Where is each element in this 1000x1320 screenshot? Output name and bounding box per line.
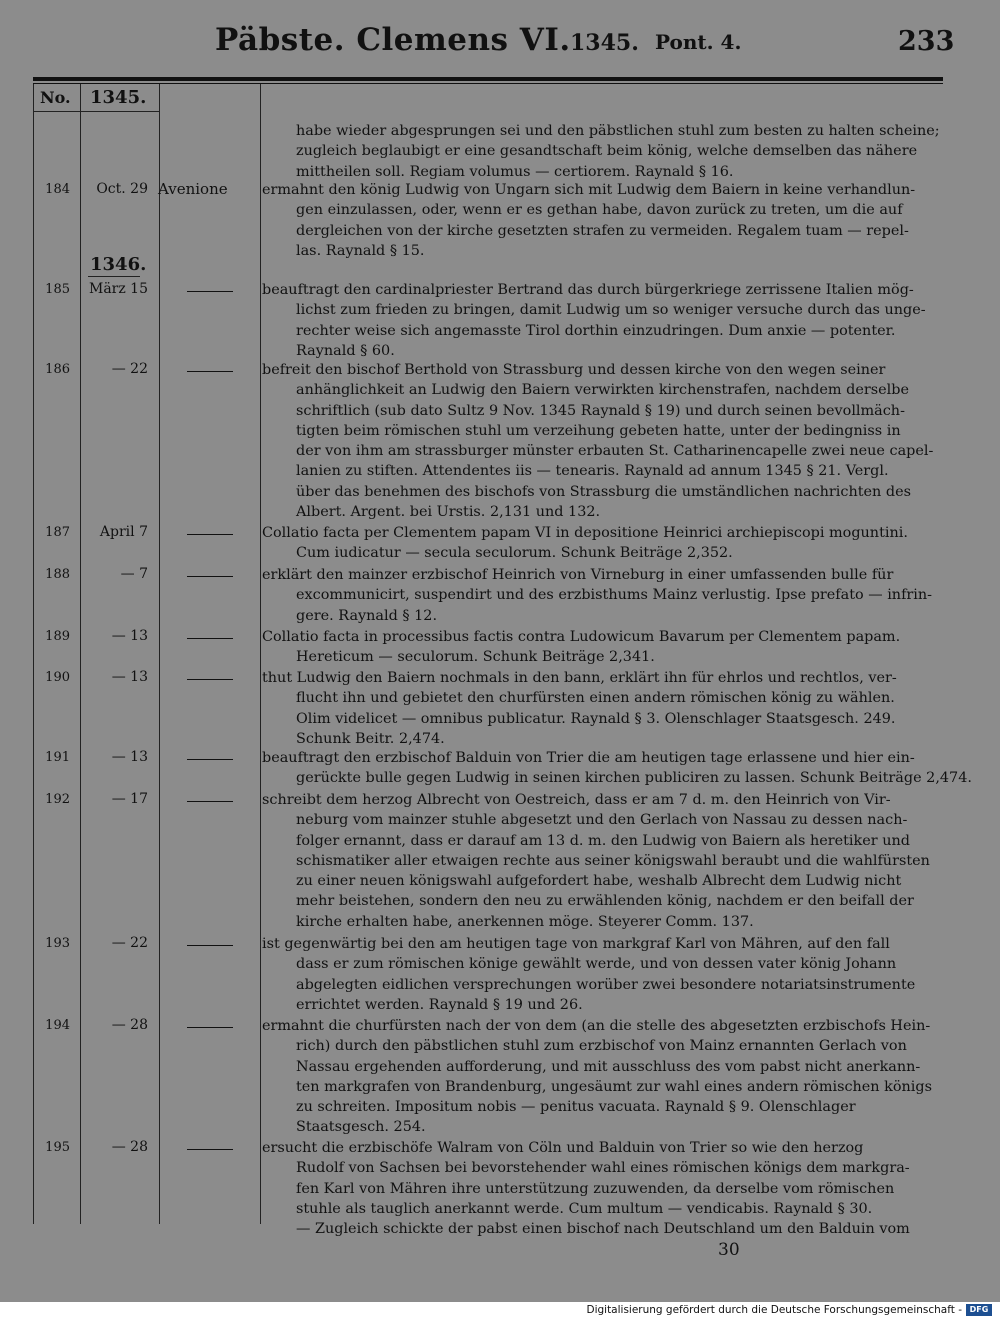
text-line: thut Ludwig den Baiern nochmals in den bann, erklärt ihn für ehrlos und rechtlos, ver- xyxy=(262,670,897,686)
text-line: tigten beim römischen stuhl um verzeihung gebeten hatte, unter der bedingniss in xyxy=(296,422,901,439)
text-line: — Zugleich schickte der pabst einen bischof nach Deutschland um den Balduin vom xyxy=(296,1221,910,1238)
text-line: zu einer neuen königswahl aufgefordert habe, weshalb Albrecht dem Ludwig nicht xyxy=(296,873,902,890)
text-line: rechter weise sich angemasste Tirol dorthin einzudringen. Dum anxie — potenter. xyxy=(296,322,896,339)
text-line: zugleich beglaubigt er eine gesandtschaft beim könig, welche demselben das nähere xyxy=(296,143,918,160)
text-line: gere. Raynald § 12. xyxy=(296,607,438,624)
text-line: Hereticum — seculorum. Schunk Beiträge 2,341. xyxy=(296,649,655,666)
entry-number: 194 xyxy=(45,1018,70,1033)
running-title: Päbste. Clemens VI. xyxy=(215,22,571,58)
column-rule-number xyxy=(80,84,81,1224)
entry-text xyxy=(262,790,944,932)
entry-date: April 7 xyxy=(99,524,148,540)
entry-text xyxy=(262,627,944,668)
text-line: errichtet werden. Raynald § 19 und 26. xyxy=(296,996,583,1013)
text-line: mittheilen soll. Regiam volumus — certiorem. Raynald § 16. xyxy=(296,163,734,180)
text-line: anhänglichkeit an Ludwig den Baiern verwirkten kirchenstrafen, nachdem derselbe xyxy=(296,382,909,399)
year-marker: 1346. xyxy=(90,254,147,275)
header-rule xyxy=(33,77,943,81)
signature-mark: 30 xyxy=(718,1240,740,1260)
column-header-number: No. xyxy=(40,88,71,107)
text-line: Olim videlicet — omnibus publicatur. Raynald § 3. Olenschlager Staatsgesch. 249. xyxy=(296,710,896,727)
ditto-place-dash xyxy=(187,801,233,802)
entry-number: 185 xyxy=(45,282,70,297)
page-number: 233 xyxy=(898,26,955,57)
text-line: fen Karl von Mähren ihre unterstützung zuzuwenden, da derselbe vom römischen xyxy=(296,1180,895,1197)
text-line: lichst zum frieden zu bringen, damit Ludwig um so weniger versuche durch das unge- xyxy=(296,302,926,319)
entry-text xyxy=(262,523,944,564)
text-line: über das benehmen des bischofs von Strassburg die umständlichen nachrichten des xyxy=(296,483,911,500)
entry-text xyxy=(262,360,944,522)
entry-date: — 28 xyxy=(111,1017,148,1033)
running-year: 1345. xyxy=(570,30,639,56)
text-line: zu schreiten. Impositum nobis — penitus vacuata. Raynald § 9. Olenschlager xyxy=(296,1099,856,1116)
entry-text xyxy=(262,180,944,261)
ditto-place-dash xyxy=(187,291,233,292)
entry-text xyxy=(262,280,944,361)
text-line: las. Raynald § 15. xyxy=(296,242,425,259)
text-line: beauftragt den cardinalpriester Bertrand das durch bürgerkriege zerrissene Italien mög- xyxy=(262,282,914,298)
continuation-text xyxy=(262,121,944,182)
ditto-place-dash xyxy=(187,679,233,680)
text-line: dergleichen von der kirche gesetzten strafen zu vermeiden. Regalem tuam — repel- xyxy=(296,222,909,239)
entry-number: 190 xyxy=(45,670,70,685)
entry-number: 186 xyxy=(45,362,70,377)
text-line: flucht ihn und gebietet den churfürsten einen andern römischen könig zu wählen. xyxy=(296,690,895,707)
text-line: mehr beistehen, sondern den neu zu erwählenden könig, nachdem er den beifall der xyxy=(296,893,914,910)
ditto-place-dash xyxy=(187,576,233,577)
text-line: neburg vom mainzer stuhle abgesetzt und den Gerlach von Nassau zu dessen nach- xyxy=(296,812,908,829)
column-rule-place xyxy=(260,84,261,1224)
text-line: ermahnt die churfürsten nach der von dem (an die stelle des abgesetzten erzbischofs Hein- xyxy=(262,1018,931,1034)
pontificate-year: Pont. 4. xyxy=(655,30,742,54)
entry-number: 192 xyxy=(45,792,70,807)
text-line: Rudolf von Sachsen bei bevorstehender wahl eines römischen königs dem markgra- xyxy=(296,1160,910,1177)
text-line: schreibt dem herzog Albrecht von Oestreich, dass er am 7 d. m. den Heinrich von Vir- xyxy=(262,792,891,808)
text-line: gerückte bulle gegen Ludwig in seinen kirchen publiciren zu lassen. Schunk Beiträge 2,474. xyxy=(296,770,972,787)
column-header-year: 1345. xyxy=(90,87,147,108)
text-line: befreit den bischof Berthold von Strassburg und dessen kirche von den wegen seiner xyxy=(262,362,886,378)
text-line: Nassau ergehenden aufforderung, und mit ausschluss des vom pabst nicht anerkann- xyxy=(296,1058,921,1075)
entry-number: 187 xyxy=(45,525,70,540)
text-line: Raynald § 60. xyxy=(296,342,395,359)
text-line: Schunk Beitr. 2,474. xyxy=(296,730,445,747)
entry-date: — 17 xyxy=(111,791,148,807)
text-line: stuhle als tauglich anerkannt werde. Cum multum — vendicabis. Raynald § 30. xyxy=(296,1200,873,1217)
entry-date: — 13 xyxy=(111,749,148,765)
dfg-logo: DFG xyxy=(966,1304,992,1316)
entry-number: 188 xyxy=(45,567,70,582)
entry-date: — 13 xyxy=(111,669,148,685)
text-line: Collatio facta in processibus factis contra Ludowicum Bavarum per Clementem papam. xyxy=(262,629,901,645)
text-line: lanien zu stiften. Attendentes iis — tenearis. Raynald ad annum 1345 § 21. Vergl. xyxy=(296,463,889,480)
entry-date: Oct. 29 xyxy=(96,181,148,197)
ditto-place-dash xyxy=(187,638,233,639)
entry-date: — 22 xyxy=(111,935,148,951)
entry-text xyxy=(262,1138,944,1239)
ditto-place-dash xyxy=(187,534,233,535)
column-header-rule xyxy=(33,111,160,112)
text-line: Albert. Argent. bei Urstis. 2,131 und 132. xyxy=(296,504,601,521)
ditto-place-dash xyxy=(187,1027,233,1028)
column-rule-left xyxy=(33,84,34,1224)
text-line: erklärt den mainzer erzbischof Heinrich von Virneburg in einer umfassenden bulle für xyxy=(262,567,894,583)
text-line: Cum iudicatur — secula seculorum. Schunk Beiträge 2,352. xyxy=(296,545,733,562)
text-line: kirche erhalten habe, anerkennen möge. Steyerer Comm. 137. xyxy=(296,913,754,930)
digitization-credit: Digitalisierung gefördert durch die Deutsche Forschungsgemeinschaft - xyxy=(586,1304,962,1316)
entry-text xyxy=(262,934,944,1015)
text-line: Staatsgesch. 254. xyxy=(296,1119,426,1136)
text-line: gen einzulassen, oder, wenn er es gethan habe, davon zurück zu treten, um die auf xyxy=(296,202,903,219)
entry-date: — 13 xyxy=(111,628,148,644)
entry-number: 189 xyxy=(45,629,70,644)
text-line: beauftragt den erzbischof Balduin von Trier die am heutigen tage erlassene und hier ein- xyxy=(262,750,915,766)
entry-place: Avenione xyxy=(158,180,228,198)
entry-text xyxy=(262,1016,944,1138)
entry-text xyxy=(262,668,944,749)
entry-number: 195 xyxy=(45,1140,70,1155)
entry-text xyxy=(262,565,944,626)
entry-number: 184 xyxy=(45,182,70,197)
text-line: ersucht die erzbischöfe Walram von Cöln und Balduin von Trier so wie den herzog xyxy=(262,1140,864,1156)
entry-date: — 7 xyxy=(120,566,148,582)
ditto-place-dash xyxy=(187,371,233,372)
text-line: ermahnt den könig Ludwig von Ungarn sich mit Ludwig dem Baiern in keine verhandlun- xyxy=(262,182,916,198)
text-line: folger ernannt, dass er darauf am 13 d. m. den Ludwig von Baiern als heretiker und xyxy=(296,832,910,849)
entry-date: März 15 xyxy=(88,281,148,297)
text-line: abgelegten eidlichen versprechungen worüber zwei besondere notariatsinstrumente xyxy=(296,976,916,993)
entry-text xyxy=(262,748,972,789)
text-line: schriftlich (sub dato Sultz 9 Nov. 1345 Raynald § 19) und durch seinen bevollmäch- xyxy=(296,402,905,419)
entry-date: — 28 xyxy=(111,1139,148,1155)
text-line: Collatio facta per Clementem papam VI in depositione Heinrici archiepiscopi moguntini. xyxy=(262,525,908,541)
text-line: excommunicirt, suspendirt und des erzbisthums Mainz verlustig. Ipse prefato — infrin- xyxy=(296,587,933,604)
entry-date: — 22 xyxy=(111,361,148,377)
text-line: ist gegenwärtig bei den am heutigen tage von markgraf Karl von Mähren, auf den fall xyxy=(262,936,890,952)
text-line: der von ihm am strassburger münster erbauten St. Catharinencapelle zwei neue capel- xyxy=(296,443,934,460)
text-line: ten markgrafen von Brandenburg, ungesäumt zur wahl eines andern römischen königs xyxy=(296,1078,932,1095)
column-rule-date xyxy=(159,84,160,1224)
year-marker-underline xyxy=(88,276,140,277)
text-line: schismatiker aller etwaigen rechte aus seiner königswahl beraubt und die wahlfürsten xyxy=(296,852,930,869)
text-line: habe wieder abgesprungen sei und den päbstlichen stuhl zum besten zu halten scheine; xyxy=(296,123,940,139)
ditto-place-dash xyxy=(187,1149,233,1150)
text-line: dass er zum römischen könige gewählt werde, und von dessen vater könig Johann xyxy=(296,956,897,973)
running-header xyxy=(0,18,1000,68)
text-line: rich) durch den päbstlichen stuhl zum erzbischof von Mainz ernannten Gerlach von xyxy=(296,1038,907,1055)
entry-number: 193 xyxy=(45,936,70,951)
header-rule-thin xyxy=(33,83,943,84)
entry-number: 191 xyxy=(45,750,70,765)
ditto-place-dash xyxy=(187,945,233,946)
ditto-place-dash xyxy=(187,759,233,760)
